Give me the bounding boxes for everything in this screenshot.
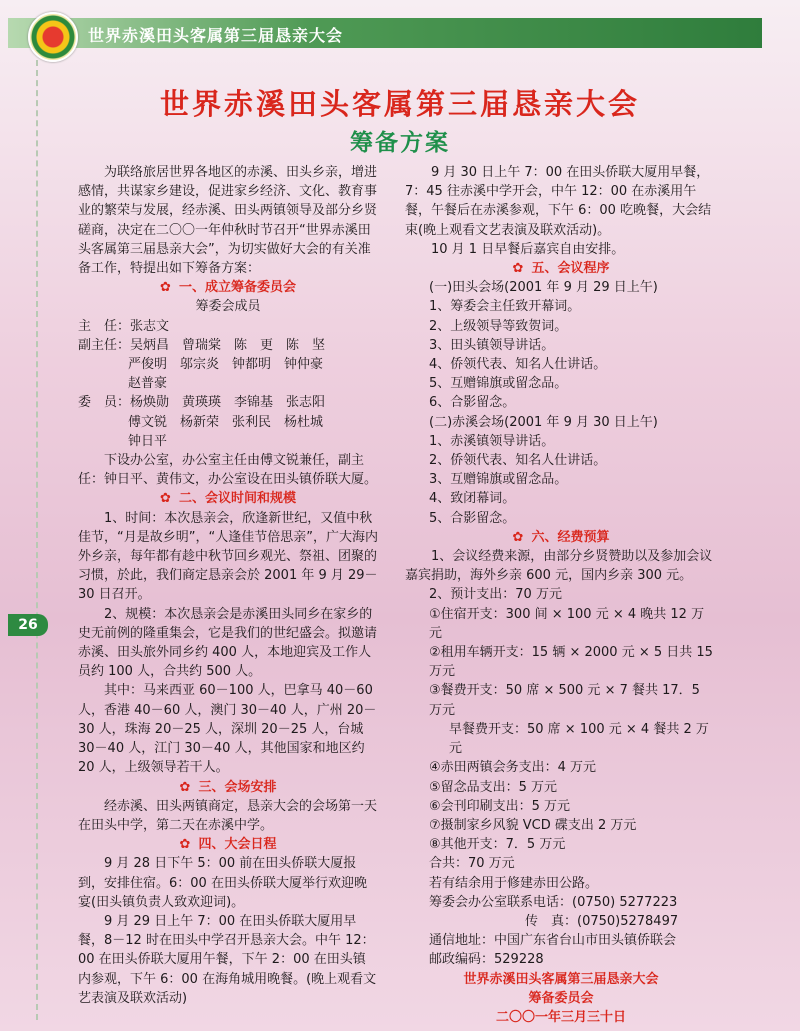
procedure-item: 2、侨领代表、知名人仕讲话。 bbox=[429, 453, 607, 469]
expense-item: 早餐费开支：50 席 × 100 元 × 4 餐共 2 万元 bbox=[449, 721, 709, 757]
contact-postcode: 邮政编码：529228 bbox=[429, 952, 544, 968]
procedure-item: 5、互赠锦旗或留念品。 bbox=[429, 376, 568, 392]
procedure-item: 1、赤溪镇领导讲话。 bbox=[429, 433, 555, 449]
expense-title: 2、预计支出：70 万元 bbox=[429, 587, 562, 603]
members-title: 筹委会成员 bbox=[195, 299, 261, 315]
section-heading-time-scale: ✿ 二、会议时间和规模 bbox=[160, 491, 296, 507]
member-line-2: 傅文锐 杨新荣 张利民 杨杜城 bbox=[128, 414, 324, 430]
expense-item: ⑦摄制家乡风貌 VCD 碟支出 2 万元 bbox=[429, 817, 637, 833]
flower-icon: ✿ bbox=[179, 837, 191, 853]
office-paragraph: 下设办公室，办公室主任由傅文锐兼任，副主任：钟日平、黄伟文，办公室设在田头镇侨联大厦。 bbox=[78, 453, 378, 488]
venue2-heading: (二)赤溪会场(2001 年 9 月 30 日上午) bbox=[429, 414, 658, 430]
flower-icon: ✿ bbox=[160, 491, 171, 507]
header-title: 世界赤溪田头客属第三届恳亲大会 bbox=[88, 26, 344, 45]
venue1-heading: (一)田头会场(2001 年 9 月 29 日上午) bbox=[429, 280, 658, 296]
schedule-day2: 9 月 29 日上午 7：00 在田头侨联大厦用早餐，8－12 时在田头中学召开恳亲大会。中午 12：00 在田头侨联大厦用午餐，下午 2：00 在田头镇内参观，下午 6：00 在海角城用晚餐。(晚上观看文艺表演及联欢活动) bbox=[78, 913, 377, 1006]
page-title: 世界赤溪田头客属第三届恳亲大会 bbox=[159, 87, 640, 121]
flower-icon: ✿ bbox=[512, 529, 524, 545]
header-bar bbox=[8, 18, 762, 48]
section-heading-venue: ✿ 三、会场安排 bbox=[179, 779, 277, 795]
vice-chair-line-1: 副主任：吴炳昌 曾瑞棠 陈 更 陈 坚 bbox=[78, 337, 326, 353]
section-heading-committee: ✿ 一、成立筹备委员会 bbox=[160, 280, 296, 296]
flower-icon: ✿ bbox=[512, 261, 524, 277]
procedure-item: 4、侨领代表、知名人仕讲话。 bbox=[429, 357, 607, 373]
right-column bbox=[405, 163, 717, 1027]
schedule-day4: 10 月 1 日早餐后嘉宾自由安排。 bbox=[431, 241, 625, 257]
page-number: 26 bbox=[8, 614, 48, 636]
procedure-item: 6、合影留念。 bbox=[429, 395, 516, 411]
scale-detail-paragraph: 其中：马来西亚 60－100 人，巴拿马 40－60 人，香港 40－60 人，澳门 30－40 人，广州 20－30 人，珠海 20－25 人，深圳 20－25 人，台城 30－40 人，江门 30－40 人，其他国家和地区约 20 人，上级领导若干人。 bbox=[78, 683, 377, 776]
procedure-item: 3、互赠锦旗或留念品。 bbox=[429, 472, 568, 488]
signature-date: 二〇〇一年三月三十日 bbox=[495, 1009, 626, 1025]
left-column bbox=[78, 163, 378, 1008]
conference-logo-icon bbox=[28, 12, 78, 62]
expense-total: 合共：70 万元 bbox=[429, 856, 515, 872]
schedule-day3: 9 月 30 日上午 7：00 在田头侨联大厦用早餐，7：45 往赤溪中学开会，中午 12：00 在赤溪用午餐，午餐后在赤溪参观，下午 6：00 吃晚餐，大会结束(晚上观看文艺表演及联欢活动)。 bbox=[405, 165, 712, 238]
section-heading-schedule: ✿ 四、大会日程 bbox=[179, 837, 277, 853]
procedure-item: 5、合影留念。 bbox=[429, 510, 516, 526]
expense-item: ⑥会刊印刷支出：5 万元 bbox=[429, 798, 571, 814]
vice-chair-line-3: 赵普豪 bbox=[128, 376, 168, 392]
signature-committee: 筹备委员会 bbox=[528, 990, 594, 1006]
member-line-3: 钟日平 bbox=[128, 433, 168, 449]
section-heading-procedure: ✿ 五、会议程序 bbox=[512, 261, 610, 277]
section-heading-budget: ✿ 六、经费预算 bbox=[512, 529, 610, 545]
procedure-item: 4、致闭幕词。 bbox=[429, 491, 516, 507]
procedure-item: 1、筹委会主任致开幕词。 bbox=[429, 299, 581, 315]
intro-paragraph: 为联络旅居世界各地区的赤溪、田头乡亲，增进感情，共谋家乡建设，促进家乡经济、文化、教育事业的繁荣与发展，经赤溪、田头两镇领导及部分乡贤磋商，决定在二〇〇一年仲秋时节召开“世界赤溪田头客属第三届恳亲大会”，为切实做好大会的有关准备工作，特提出如下筹备方案： bbox=[78, 165, 378, 277]
contact-address: 通信地址：中国广东省台山市田头镇侨联会 bbox=[429, 933, 677, 949]
vice-chair-line-2: 严俊明 邬宗炎 钟都明 钟仲豪 bbox=[128, 357, 324, 373]
time-paragraph: 1、时间：本次恳亲会，欣逢新世纪，又值中秋佳节，“月是故乡明”，“人逢佳节倍思亲”，广大海内外乡亲，每年都有趁中秋节回乡观光、祭祖、团聚的习惯，於此，我们商定恳亲会於 2001 年 9 月 29－30 日召开。 bbox=[78, 510, 378, 603]
expense-item: ⑤留念品支出：5 万元 bbox=[429, 779, 558, 795]
expense-item: ②租用车辆开支：15 辆 × 2000 元 × 5 日共 15 万元 bbox=[429, 645, 713, 680]
expense-item: ③餐费开支：50 席 × 500 元 × 7 餐共 17．5 万元 bbox=[429, 683, 700, 718]
expense-item: ④赤田两镇会务支出：4 万元 bbox=[429, 760, 597, 776]
member-line-1: 委 员：杨焕勋 黄瑛瑛 李锦基 张志阳 bbox=[78, 395, 326, 411]
chair-line: 主 任：张志文 bbox=[78, 318, 170, 334]
venue-paragraph: 经赤溪、田头两镇商定，恳亲大会的会场第一天在田头中学，第二天在赤溪中学。 bbox=[78, 798, 378, 833]
page-subtitle: 筹备方案 bbox=[350, 130, 450, 156]
procedure-item: 2、上级领导等致贺词。 bbox=[429, 318, 568, 334]
margin-dashed-line bbox=[36, 60, 38, 1020]
contact-phone: 筹委会办公室联系电话：(0750) 5277223 bbox=[429, 894, 678, 910]
flower-icon: ✿ bbox=[160, 280, 171, 296]
flower-icon: ✿ bbox=[179, 779, 191, 795]
procedure-item: 3、田头镇领导讲话。 bbox=[429, 337, 555, 353]
income-paragraph: 1、会议经费来源，由部分乡贤赞助以及参加会议嘉宾捐助，海外乡亲 600 元，国内乡亲 300 元。 bbox=[405, 549, 713, 584]
schedule-day1: 9 月 28 日下午 5：00 前在田头侨联大厦报到，安排住宿。6：00 在田头侨联大厦举行欢迎晚宴(田头镇负责人致欢迎词)。 bbox=[78, 856, 367, 910]
expense-item: ①住宿开支：300 间 × 100 元 × 4 晚共 12 万元 bbox=[429, 606, 705, 641]
surplus-note: 若有结余用于修建赤田公路。 bbox=[429, 875, 599, 891]
expense-item: ⑧其他开支：7．5 万元 bbox=[429, 837, 566, 853]
contact-fax: 传 真：(0750)5278497 bbox=[525, 913, 679, 929]
signature-org: 世界赤溪田头客属第三届恳亲大会 bbox=[463, 971, 659, 987]
scale-paragraph: 2、规模：本次恳亲会是赤溪田头同乡在家乡的史无前例的隆重集会，它是我们的世纪盛会。拟邀请赤溪、田头旅外同乡约 400 人，本地迎宾及工作人员约 100 人，合共约 500 人。 bbox=[78, 606, 378, 680]
